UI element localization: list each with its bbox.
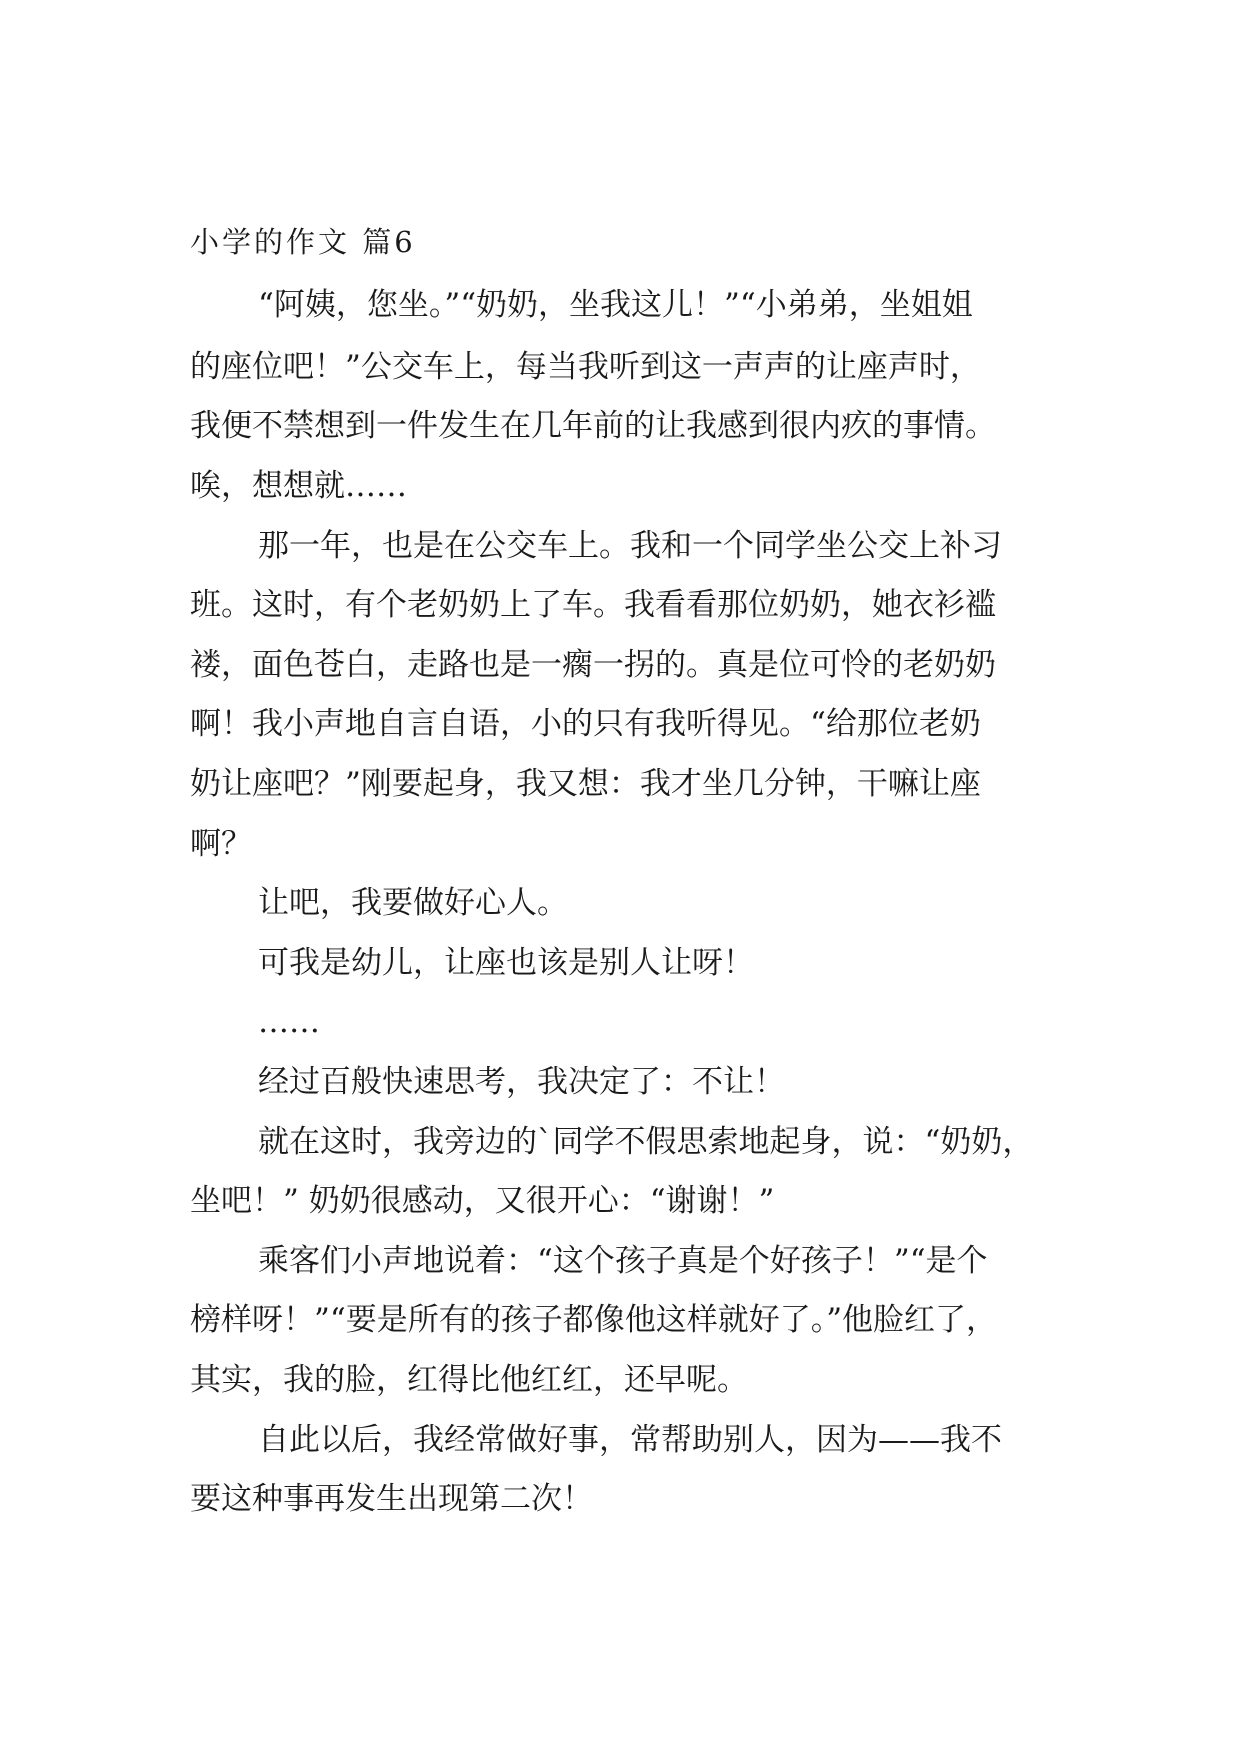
text-line: 啊？ <box>190 826 252 862</box>
text-line: 要这种事再发生出现第二次！ <box>190 1481 593 1517</box>
text-line: 那一年，也是在公交车上。我和一个同学坐公交上补习 <box>258 528 1002 564</box>
text-line: 班。这时，有个老奶奶上了车。我看看那位奶奶，她衣衫褴 <box>190 587 996 623</box>
text-line: 坐吧！” 奶奶很感动，又很开心：“谢谢！” <box>190 1183 775 1219</box>
text-line: 就在这时，我旁边的`同学不假思索地起身，说：“奶奶， <box>258 1124 1034 1160</box>
text-line: …… <box>258 1004 320 1040</box>
text-line: 让吧，我要做好心人。 <box>258 885 568 921</box>
text-line: 其实，我的脸，红得比他红红，还早呢。 <box>190 1362 748 1398</box>
text-line: 可我是幼儿，让座也该是别人让呀！ <box>258 945 754 981</box>
text-line: 乘客们小声地说着：“这个孩子真是个好孩子！”“是个 <box>258 1243 988 1279</box>
text-line: 啊！我小声地自言自语，小的只有我听得见。“给那位老奶 <box>190 706 981 742</box>
text-line: 经过百般快速思考，我决定了：不让！ <box>258 1064 785 1100</box>
document-title: 小学的作文 篇6 <box>190 225 416 259</box>
text-line: 唉，想想就…… <box>190 468 407 504</box>
text-line: 褛，面色苍白，走路也是一瘸一拐的。真是位可怜的老奶奶 <box>190 647 996 683</box>
text-line: 榜样呀！”“要是所有的孩子都像他这样就好了。”他脸红了， <box>190 1302 998 1338</box>
text-line: 自此以后，我经常做好事，常帮助别人，因为——我不 <box>258 1422 1002 1458</box>
text-line: 奶让座吧？”刚要起身，我又想：我才坐几分钟，干嘛让座 <box>190 766 981 802</box>
text-line: 我便不禁想到一件发生在几年前的让我感到很内疚的事情。 <box>190 408 996 444</box>
text-line: “阿姨，您坐。”“奶奶，坐我这儿！”“小弟弟，坐姐姐 <box>258 287 973 323</box>
text-line: 的座位吧！”公交车上，每当我听到这一声声的让座声时， <box>190 349 981 385</box>
